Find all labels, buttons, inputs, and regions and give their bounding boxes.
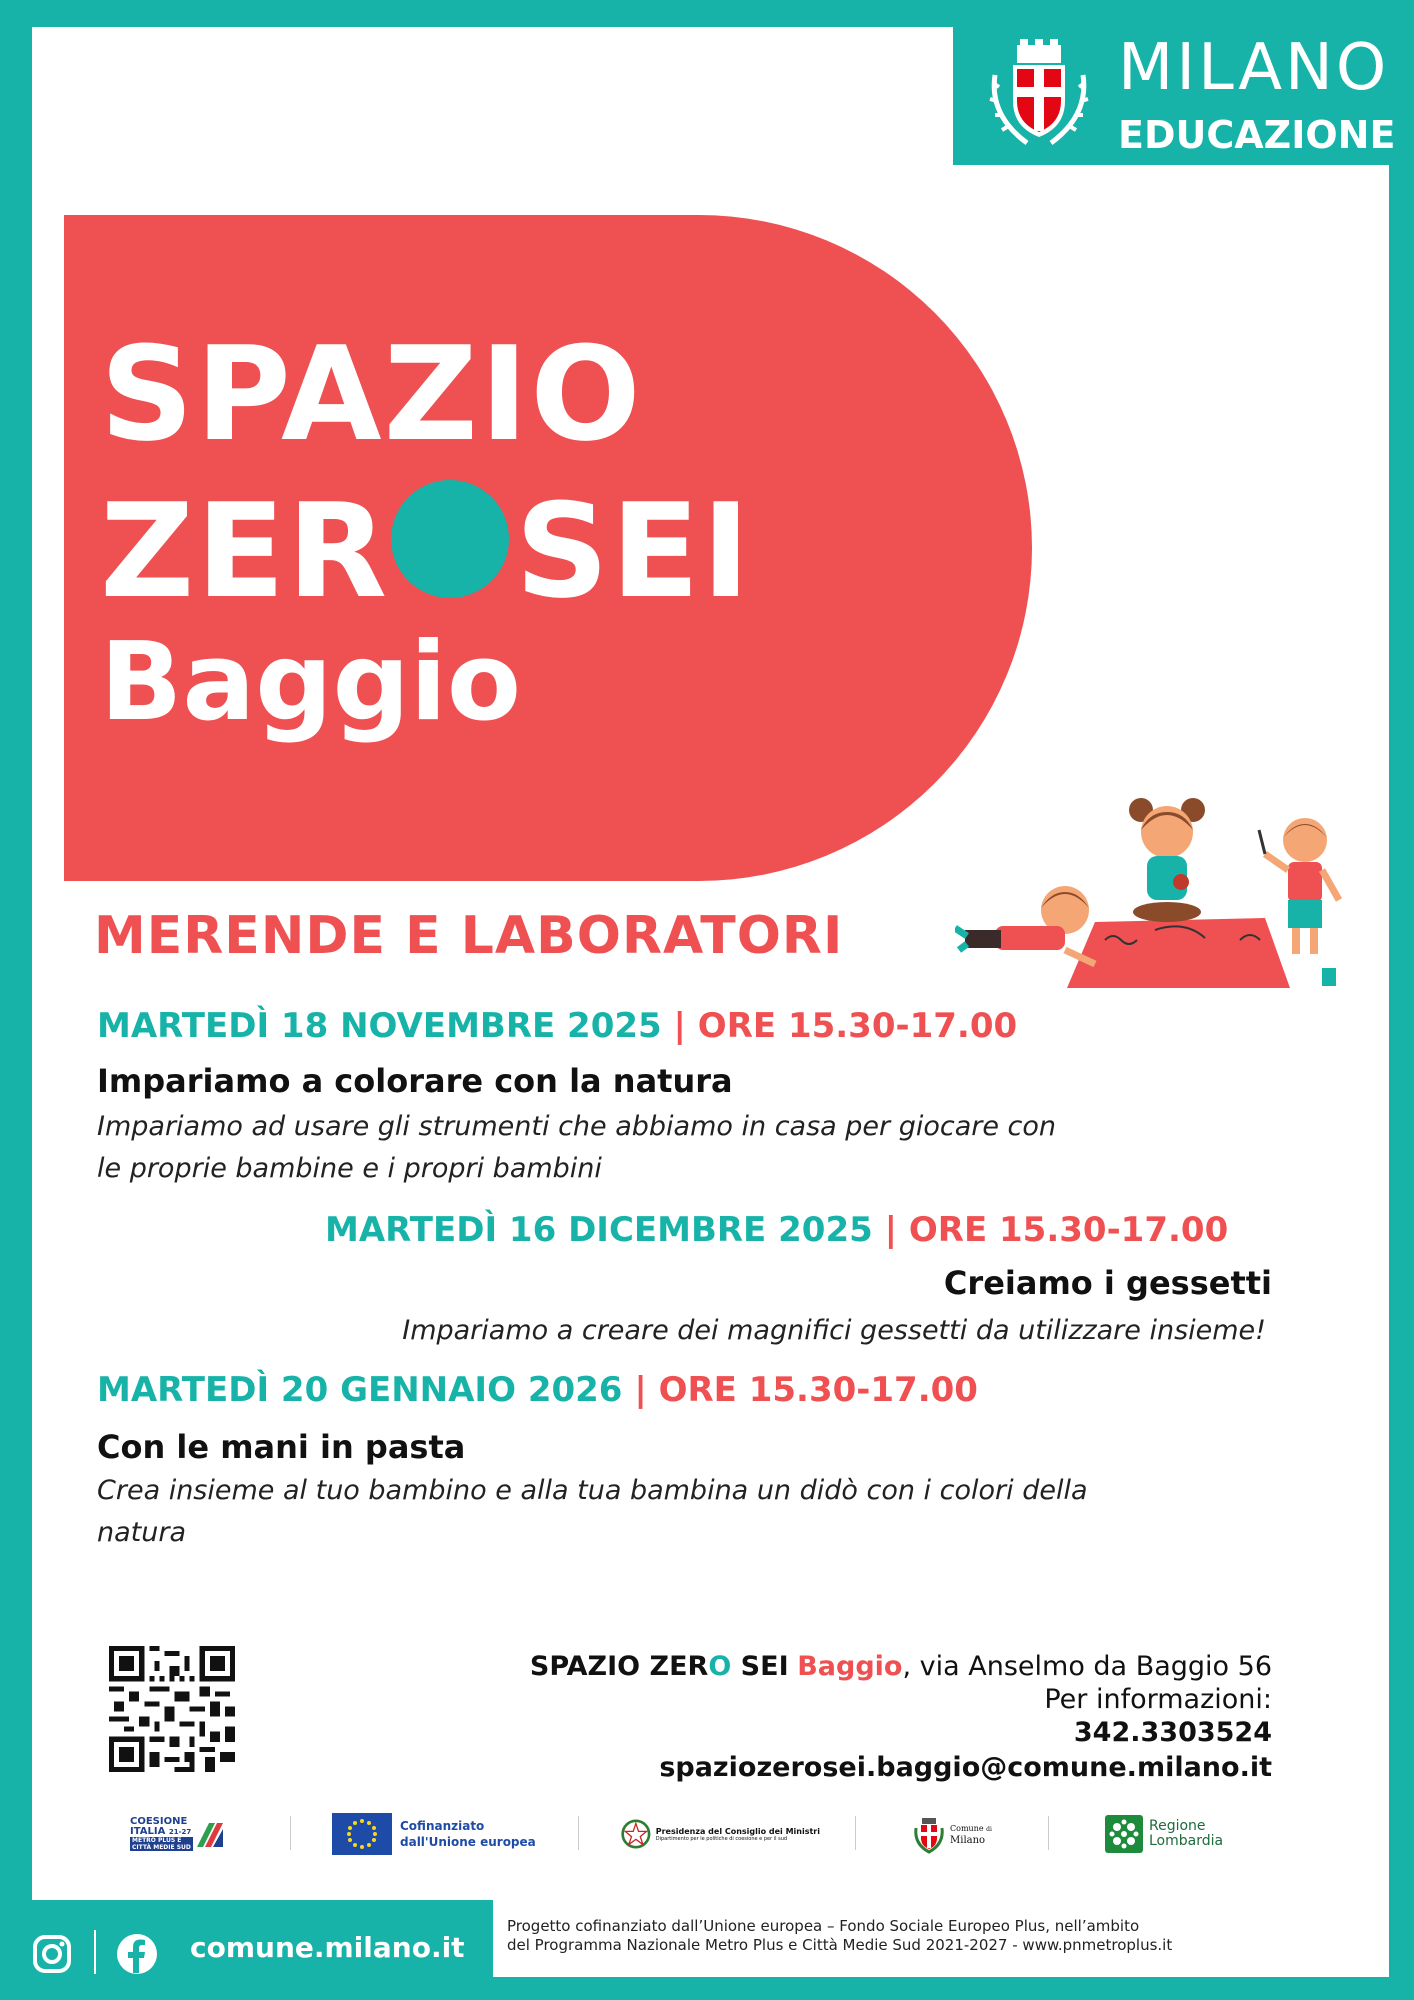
event-1-separator: | <box>673 1006 686 1046</box>
venue-name-part1: SPAZIO ZER <box>529 1651 709 1682</box>
qr-code[interactable] <box>109 1646 235 1772</box>
presidenza-line2: Dipartimento per le politiche di coesione e per il sud <box>655 1835 788 1842</box>
disclaimer-line1: Progetto cofinanziato dall’Unione europea – Fondo Sociale Europeo Plus, nell’ambito <box>507 1917 1140 1935</box>
title-line-spazio: SPAZIO <box>100 318 643 470</box>
event-3-desc-line1: Crea insieme al tuo bambino e alla tua bambina un didò con i colori della <box>97 1475 1088 1506</box>
milano-crest-icon <box>987 35 1091 151</box>
bottom-social-bar <box>0 1900 493 2000</box>
rosa-camuna-icon <box>1105 1815 1143 1853</box>
event-2-date: MARTEDÌ 16 DICEMBRE 2025 <box>325 1210 873 1250</box>
brand-city: MILANO <box>1118 31 1390 105</box>
event-2-date-line <box>325 1210 1228 1250</box>
eu-flag-icon <box>332 1813 392 1855</box>
instagram-icon[interactable] <box>32 1934 72 1974</box>
event-3-title: Con le mani in pasta <box>97 1428 466 1466</box>
regione-line2: Lombardia <box>1149 1833 1224 1849</box>
event-1-date-line <box>97 1006 1017 1046</box>
venue-address-line <box>372 1650 1272 1684</box>
event-1-desc-line2: le proprie bambine e i propri bambini <box>97 1153 602 1184</box>
event-3-desc-line2: natura <box>97 1517 187 1548</box>
coesione-sub1: METRO PLUS E <box>132 1837 182 1844</box>
contact-email[interactable]: spaziozerosei.baggio@comune.milano.it <box>659 1752 1272 1783</box>
venue-name-part2: SEI <box>731 1651 789 1682</box>
regione-line1: Regione <box>1149 1818 1206 1834</box>
venue-place: Baggio <box>797 1651 903 1682</box>
title-zer: ZER <box>100 475 390 627</box>
coesione-years: 21-27 <box>168 1828 192 1836</box>
contact-phone[interactable]: 342.3303524 <box>1073 1717 1272 1748</box>
logo-divider <box>1048 1816 1049 1850</box>
event-3-date-line <box>97 1370 978 1410</box>
event-2-time: ORE 15.30-17.00 <box>908 1210 1229 1250</box>
website-link[interactable]: comune.milano.it <box>190 1931 465 1964</box>
coesione-line2 <box>130 1827 193 1837</box>
coesione-sub2: CITTÀ MEDIE SUD <box>132 1844 191 1851</box>
eu-line1: Cofinanziato <box>400 1819 485 1833</box>
coesione-sub <box>130 1837 193 1851</box>
brand-department: EDUCAZIONE <box>1118 113 1396 157</box>
disclaimer-line2: del Programma Nazionale Metro Plus e Città Medie Sud 2021-2027 - www.pnmetroplus.it <box>507 1936 1173 1954</box>
event-3-time: ORE 15.30-17.00 <box>658 1370 978 1410</box>
regione-lombardia-logo <box>1105 1808 1245 1860</box>
title-line-baggio: Baggio <box>100 620 522 745</box>
event-2-title: Creiamo i gessetti <box>943 1264 1272 1302</box>
logo-divider <box>290 1816 291 1850</box>
venue-name-o: O <box>708 1651 732 1682</box>
event-3-separator: | <box>634 1370 647 1410</box>
facebook-icon[interactable] <box>116 1933 158 1975</box>
event-1-title: Impariamo a colorare con la natura <box>97 1062 733 1100</box>
presidenza-logo <box>620 1808 820 1860</box>
coesione-italia-text: ITALIA <box>130 1826 166 1837</box>
section-title: MERENDE E LABORATORI <box>94 906 844 966</box>
comune-line1 <box>950 1823 992 1835</box>
comune-milano-logo <box>912 1808 1022 1860</box>
partner-logos <box>130 1808 1250 1860</box>
comune-di: di <box>986 1825 992 1833</box>
venue-address: , via Anselmo da Baggio 56 <box>902 1651 1272 1682</box>
event-1-desc-line1: Impariamo ad usare gli strumenti che abbiamo in casa per giocare con <box>97 1111 1057 1142</box>
event-2-separator: | <box>884 1210 898 1250</box>
coesione-arrows-icon <box>193 1817 227 1851</box>
contact-info <box>372 1650 1272 1786</box>
event-1-date: MARTEDÌ 18 NOVEMBRE 2025 <box>97 1006 662 1046</box>
logo-divider <box>578 1816 579 1850</box>
eu-logo <box>332 1808 542 1860</box>
event-3-description <box>97 1470 1277 1554</box>
brand-header <box>953 27 1414 165</box>
title-sei: SEI <box>515 475 752 627</box>
eu-line2: dall'Unione europea <box>400 1835 536 1849</box>
logo-divider <box>855 1816 856 1850</box>
presidenza-line1: Presidenza del Consiglio dei Ministri <box>655 1826 820 1836</box>
coesione-italia-logo <box>130 1808 250 1860</box>
event-1-description <box>97 1106 1237 1190</box>
coesione-line1: COESIONE <box>130 1816 188 1827</box>
title-dot-icon <box>391 480 509 598</box>
comune-crest-icon <box>912 1814 946 1854</box>
comune-line2: Milano <box>950 1834 986 1846</box>
event-3-date: MARTEDÌ 20 GENNAIO 2026 <box>97 1370 623 1410</box>
comune-label: Comune <box>950 1823 984 1833</box>
event-2-description: Impariamo a creare dei magnifici gessetti da utilizzare insieme! <box>402 1315 1266 1346</box>
italian-emblem-icon <box>620 1814 652 1854</box>
event-1-time: ORE 15.30-17.00 <box>697 1006 1018 1046</box>
funding-disclaimer <box>507 1917 1267 1955</box>
social-divider <box>94 1930 96 1974</box>
contact-label: Per informazioni: <box>1044 1684 1272 1715</box>
kids-drawing-illustration <box>955 790 1350 1005</box>
